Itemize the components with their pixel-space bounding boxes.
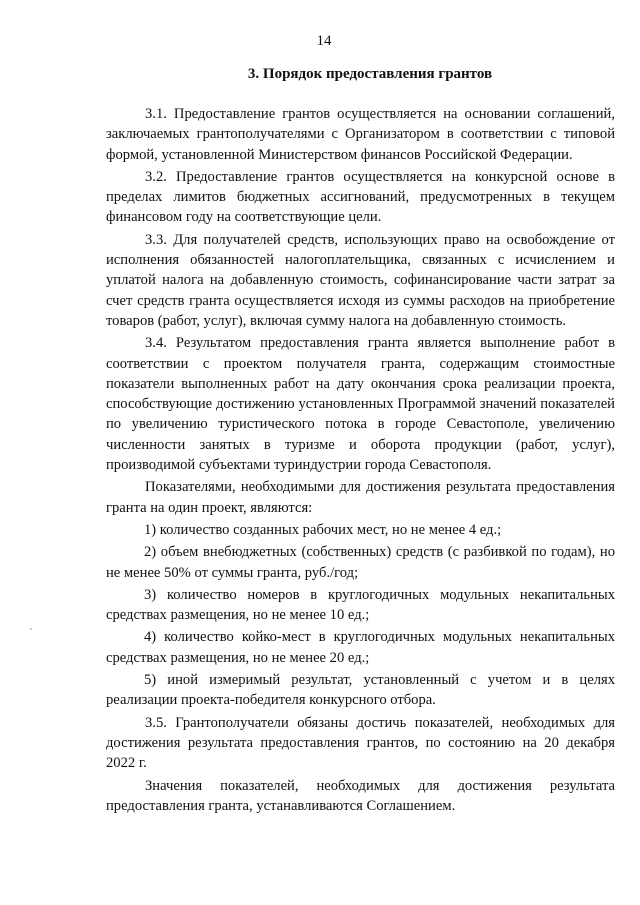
page-number: 14	[316, 33, 332, 49]
indicator-item-4: 4) количество койко-мест в круглогодичных модульных некапитальных средствах размещения, но не менее 20 ед.;	[106, 629, 615, 666]
paragraph-3-2: 3.2. Предоставление грантов осуществляется на конкурсной основе в пределах лимитов бюджетных ассигнований, предусмотренных в текущем финансовом году на соответствующие цели.	[106, 168, 615, 226]
paragraph-3-1: 3.1. Предоставление грантов осуществляется на основании соглашений, заключаемых грантополучателями с Организатором в соответствии с типовой формой, установленной Министерством финансов Российской Федерации.	[106, 106, 615, 163]
indicator-item-3: 3) количество номеров в круглогодичных модульных некапитальных средствах размещения, но не менее 10 ед.;	[106, 586, 615, 624]
document-body	[106, 104, 615, 818]
indicator-item-2: 2) объем внебюджетных (собственных) средств (с разбивкой по годам), но не менее 50% от суммы гранта, руб./год;	[106, 544, 615, 581]
paragraph-values: Значения показателей, необходимых для достижения результата предоставления гранта, устанавливаются Соглашением.	[106, 777, 615, 814]
paragraph-3-4: 3.4. Результатом предоставления гранта является выполнение работ в соответствии с проектом получателя гранта, содержащим стоимостные показатели выполненных работ на дату окончания срока реализации проекта, способствующие достижению установленных Программой значений показателей по увеличению туристического потока в городе Севастополе, увеличению численности занятых в туризме и оборота продукции (работ, услуг), производимой субъектами туриндустрии города Севастополя.	[106, 335, 615, 474]
paragraph-3-3: 3.3. Для получателей средств, использующих право на освобождение от исполнения обязанностей налогоплательщика, связанных с исчислением и уплатой налога на добавленную стоимость, софинансирование части затрат за счет средств гранта осуществляется исходя из суммы расходов на приобретение товаров (работ, услуг), включая сумму налога на добавленную стоимость.	[106, 231, 615, 329]
indicators-intro: Показателями, необходимыми для достижения результата предоставления гранта на один проект, являются:	[106, 479, 615, 516]
section-title: 3. Порядок предоставления грантов	[247, 66, 493, 82]
scan-speck	[30, 628, 32, 630]
indicator-item-5: 5) иной измеримый результат, установленный с учетом и в целях реализации проекта-победителя конкурсного отбора.	[106, 672, 615, 709]
indicator-item-1: 1) количество созданных рабочих мест, но не менее 4 ед.;	[144, 521, 502, 538]
paragraph-3-5: 3.5. Грантополучатели обязаны достичь показателей, необходимых для достижения результата предоставления грантов, по состоянию на 20 декабря 2022 г.	[106, 714, 615, 772]
